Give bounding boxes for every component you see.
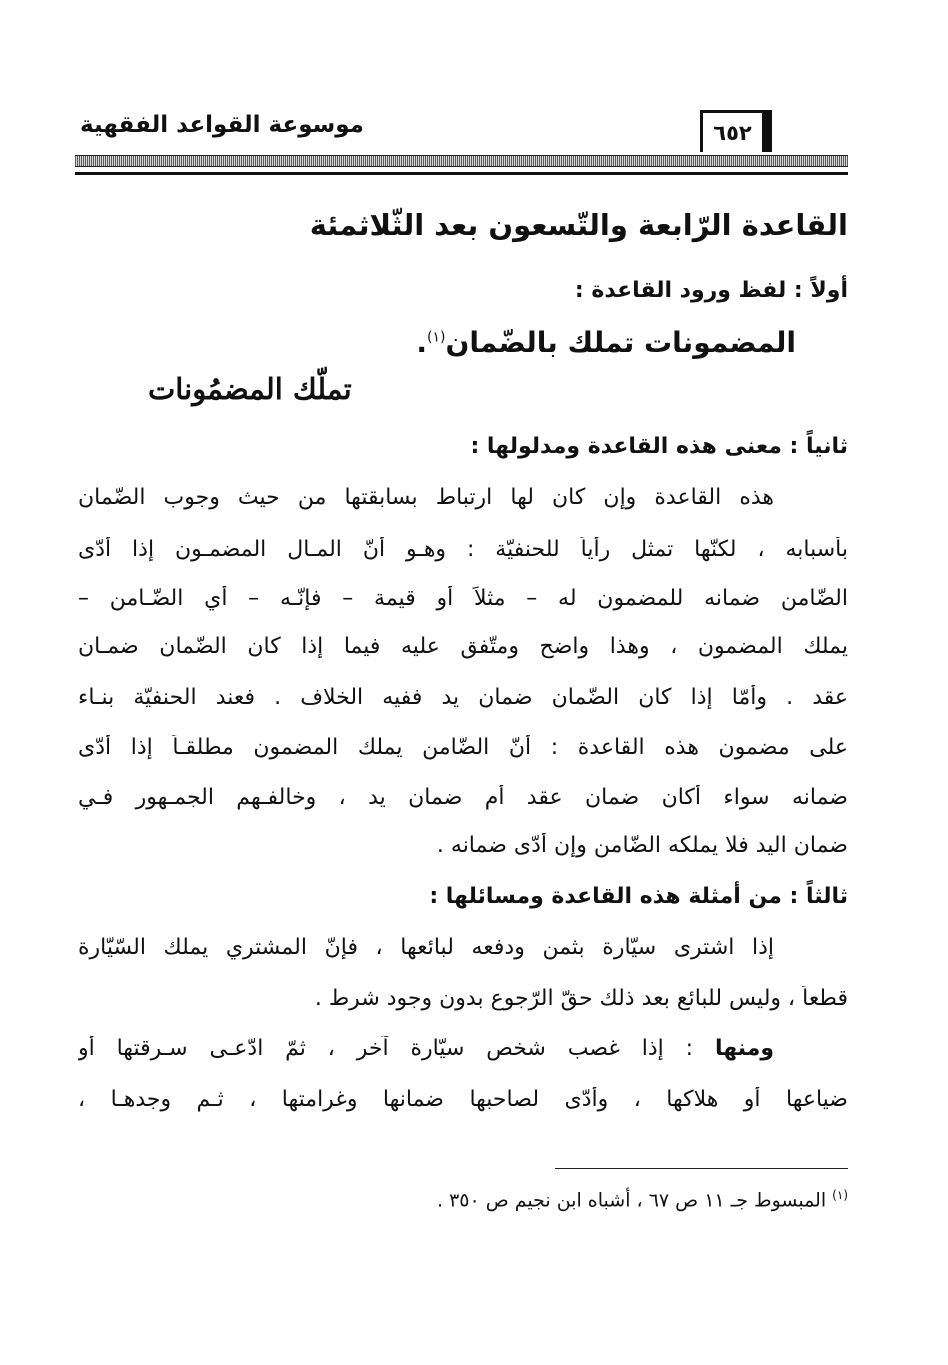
rule-title: القاعدة الرّابعة والتّسعون بعد الثّلاثمئة xyxy=(309,208,848,242)
example-line: ضياعها أو هلاكها ، وأدّى لصاحبها ضمانها وغرامتها ، ثـم وجدهـا ، xyxy=(78,1087,848,1112)
footnote-ref: (١) xyxy=(426,329,446,346)
rule-statement: المضمونات تملك بالضّمان$^{(١)}$. xyxy=(416,326,796,359)
meaning-line: ضمان اليد فلا يملكه الضّامن وإن أدّى ضمانه . xyxy=(436,833,848,858)
example-line xyxy=(78,1036,848,1070)
meaning-line: على مضمون هذه القاعدة : أنّ الضّامن يملك المضمون مطلقـاً إذا أدّى xyxy=(78,735,848,760)
example-line-text: : إذا غصب شخص سيّارة آخر ، ثمّ ادّعـى سـرقتها أو xyxy=(78,1036,715,1061)
rule-statement-text: المضمونات تملك بالضّمان xyxy=(445,326,796,359)
section-heading-wording: أولاً : لفظ ورود القاعدة : xyxy=(574,278,848,303)
meaning-line: الضّامن ضمانه للمضمون له – مثلاً أو قيمة – فإنّـه – أي الضّـامن – xyxy=(78,586,848,611)
meaning-line: ضمانه سواء أكان ضمان عقد أم ضمان يد ، وخالفـهم الجمـهور فـي xyxy=(78,785,848,810)
example-line: إذا اشترى سيّارة بثمن ودفعه لبائعها ، فإنّ المشتري يملك السّيّارة xyxy=(78,935,774,960)
footnote xyxy=(78,1188,848,1211)
footnote-marker: (١) xyxy=(832,1188,848,1202)
meaning-line: عقد . وأمّا إذا كان الضّمان ضمان يد ففيه الخلاف . فعند الحنفيّة بنـاء xyxy=(78,685,848,710)
meaning-line: هذه القاعدة وإن كان لها ارتباط بسابقتها من حيث وجوب الضّمان xyxy=(78,485,774,510)
footnote-text: المبسوط جـ ١١ ص ٦٧ ، أشباه ابن نجيم ص ٣٥٠ . xyxy=(437,1189,827,1212)
section-heading-examples: ثالثاً : من أمثلة هذه القاعدة ومسائلها : xyxy=(429,884,848,909)
meaning-line: بأسبابه ، لكنّها تمثل رأياً للحنفيّة : وهـو أنّ المـال المضمـون إذا أدّى xyxy=(78,537,848,562)
header-rule xyxy=(75,172,848,175)
running-header-title: موسوعة القواعد الفقهية xyxy=(80,112,364,138)
page-number: ٦٥٢ xyxy=(700,110,772,152)
handwritten-variant: تملّك المضمُونات xyxy=(148,372,352,406)
example-line: قطعاً ، وليس للبائع بعد ذلك حقّ الرّجوع بدون وجود شرط . xyxy=(314,986,848,1011)
header-decorative-band xyxy=(75,155,848,167)
example-lead-word: ومنها xyxy=(714,1036,774,1061)
meaning-line: يملك المضمون ، وهذا واضح ومتّفق عليه فيما إذا كان الضّمان ضمـان xyxy=(78,634,848,659)
footnote-separator xyxy=(555,1168,848,1169)
section-heading-meaning: ثانياً : معنى هذه القاعدة ومدلولها : xyxy=(470,434,848,459)
